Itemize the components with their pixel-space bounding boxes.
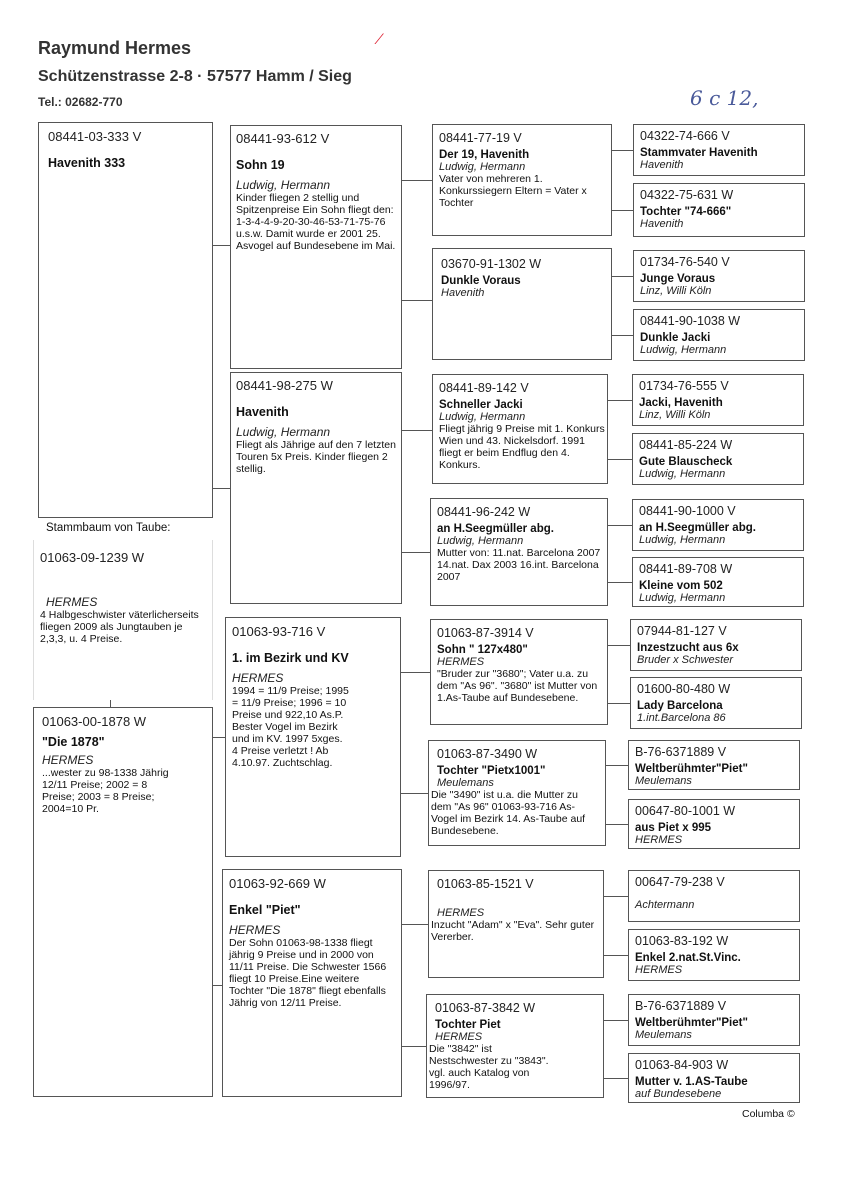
gen4-box-4: [633, 309, 805, 361]
gen4-ring: 01063-84-903 W: [635, 1058, 729, 1072]
gen4-name: Lady Barcelona: [637, 700, 723, 712]
gen4-name: Kleine vom 502: [639, 580, 723, 592]
gen4-ring: 08441-90-1038 W: [640, 314, 741, 328]
gen4-ring: 01063-83-192 W: [635, 934, 729, 948]
gen4-ring: 01734-76-540 V: [640, 255, 730, 269]
gen3-note: Die "3490" ist u.a. die Mutter zu dem "As 96" 01063-93-716 As-Vogel im Bezirk 14. As-Taube auf Bundesebene.: [431, 789, 586, 837]
gen3-name: Der 19, Havenith: [439, 149, 530, 161]
gen2-note: 1994 = 11/9 Preise; 1995 = 11/9 Preise; 1996 = 10 Preise und 922,10 As.P. Bester Vogel im Bezirk und im KV. 1997 5xges. 4 Preise verletzt ! Ab 4.10.97. Zuchtschlag.: [232, 685, 349, 769]
gen2-box-3: [225, 617, 401, 857]
connector-line: [402, 430, 432, 431]
father-box: [38, 122, 213, 518]
gen4-breeder: Ludwig, Hermann: [639, 468, 726, 480]
gen2-name: Enkel "Piet": [229, 903, 301, 917]
handwritten-note: 6 c 12,: [690, 86, 759, 110]
connector-line: [612, 210, 633, 211]
connector-line: [608, 459, 632, 460]
subject-caption: Stammbaum von Taube:: [46, 522, 171, 534]
gen3-name: Schneller Jacki: [439, 399, 523, 411]
connector-line: [608, 703, 630, 704]
gen4-name: Junge Voraus: [640, 273, 716, 285]
gen4-breeder: HERMES: [635, 834, 683, 846]
gen3-note: Inzucht "Adam" x "Eva". Sehr guter Vererber.: [431, 919, 595, 943]
gen2-ring: 01063-92-669 W: [229, 876, 326, 891]
connector-line: [402, 300, 432, 301]
gen4-ring: 00647-79-238 V: [635, 875, 725, 889]
gen2-ring: 08441-93-612 V: [236, 131, 330, 146]
gen4-ring: 04322-74-666 V: [640, 129, 730, 143]
gen2-breeder: Ludwig, Hermann: [236, 178, 331, 192]
gen2-name: Sohn 19: [236, 158, 285, 172]
gen2-name: 1. im Bezirk und KV: [232, 651, 349, 665]
mother-note: ...wester zu 98-1338 Jährig 12/11 Preise; 2002 = 8 Preise; 2003 = 8 Preise; 2004=10 Pr.: [42, 767, 169, 815]
gen3-breeder: HERMES: [435, 1031, 483, 1043]
gen3-breeder: HERMES: [437, 907, 485, 919]
gen4-ring: 08441-90-1000 V: [639, 504, 736, 518]
gen4-name: Dunkle Jacki: [640, 332, 711, 344]
gen4-box-13: [628, 870, 800, 922]
gen4-name: aus Piet x 995: [635, 822, 712, 834]
gen3-breeder: Ludwig, Hermann: [439, 411, 526, 423]
gen3-box-7: [428, 870, 604, 978]
gen2-box-2: [230, 372, 402, 604]
connector-line: [606, 765, 628, 766]
gen4-box-11: [628, 740, 800, 790]
connector-line: [402, 180, 432, 181]
gen4-box-7: [632, 499, 804, 551]
gen4-name: Stammvater Havenith: [640, 147, 758, 159]
gen3-box-1: [432, 124, 612, 236]
gen4-breeder: Ludwig, Hermann: [639, 534, 726, 546]
gen4-box-15: [628, 994, 800, 1046]
gen4-name: Inzestzucht aus 6x: [637, 642, 739, 654]
gen3-ring: 03670-91-1302 W: [441, 257, 542, 271]
gen3-ring: 01063-85-1521 V: [437, 877, 534, 891]
mother-breeder: HERMES: [42, 753, 94, 767]
gen3-note: Fliegt jährig 9 Preise mit 1. Konkurs Wien und 43. Nickelsdorf. 1991 fliegt er beim Endflug den 4. Konkurs.: [439, 423, 605, 471]
connector-line: [213, 985, 222, 986]
gen4-name: Weltberühmter"Piet": [635, 1017, 748, 1029]
mother-ring: 01063-00-1878 W: [42, 714, 147, 729]
gen3-note: "Bruder zur "3680"; Vater u.a. zu dem "As 96". "3680" ist Mutter von 1.As-Taube auf Bundesebene.: [437, 668, 598, 704]
gen4-box-5: [632, 374, 804, 426]
gen4-breeder: Ludwig, Hermann: [640, 344, 727, 356]
gen3-breeder: Ludwig, Hermann: [439, 161, 526, 173]
gen3-ring: 01063-87-3842 W: [435, 1001, 536, 1015]
gen3-name: Sohn " 127x480": [437, 644, 528, 656]
gen4-ring: 04322-75-631 W: [640, 188, 734, 202]
gen2-ring: 08441-98-275 W: [236, 378, 333, 393]
connector-line: [612, 150, 633, 151]
gen4-breeder: Meulemans: [635, 1029, 692, 1041]
gen4-box-14: [628, 929, 800, 981]
connector-line: [213, 245, 230, 246]
gen4-ring: 01734-76-555 V: [639, 379, 729, 393]
connector-line: [402, 552, 430, 553]
gen3-box-8: [426, 994, 604, 1098]
owner-phone: Tel.: 02682-770: [38, 95, 123, 109]
father-name: Havenith 333: [48, 156, 126, 170]
connector-line: [213, 488, 230, 489]
gen4-name: Enkel 2.nat.St.Vinc.: [635, 952, 741, 964]
gen4-breeder: Ludwig, Hermann: [639, 592, 726, 604]
gen3-name: Dunkle Voraus: [441, 275, 521, 287]
connector-line: [608, 525, 632, 526]
gen3-breeder: Ludwig, Hermann: [437, 535, 524, 547]
subject-box: [33, 540, 213, 700]
gen4-ring: 08441-89-708 W: [639, 562, 733, 576]
gen3-box-2: [432, 248, 612, 360]
gen4-box-2: [633, 183, 805, 237]
connector-line: [608, 400, 632, 401]
gen2-breeder: HERMES: [229, 923, 281, 937]
gen4-box-3: [633, 250, 805, 302]
pen-mark: ⁄: [378, 32, 381, 48]
gen4-name: Tochter "74-666": [640, 206, 732, 218]
gen2-note: Der Sohn 01063-98-1338 fliegt jährig 9 Preise und in 2000 von 11/11 Preise. Die Schwester 1566 fliegt 10 Preise.Eine weitere Tochter "Die 1878" fliegt ebenfalls Jährig von 12/11 Preise.: [229, 937, 387, 1009]
gen4-breeder: HERMES: [635, 964, 683, 976]
gen4-name: Jacki, Havenith: [639, 397, 723, 409]
gen4-box-1: [633, 124, 805, 176]
connector-line: [401, 672, 430, 673]
father-ring: 08441-03-333 V: [48, 129, 142, 144]
gen2-note: Kinder fliegen 2 stellig und Spitzenpreise Ein Sohn fliegt den: 1-3-4-4-9-20-30-46-53-71-75-76 u.s.w. Damit wurde er 2001 25. Asvogel auf Bundesebene im Mai.: [236, 192, 396, 252]
gen3-note: Mutter von: 11.nat. Barcelona 2007 14.nat. Dax 2003 16.int. Barcelona 2007: [437, 547, 601, 583]
owner-name: Raymund Hermes: [38, 38, 192, 58]
gen3-breeder: HERMES: [437, 656, 485, 668]
gen3-box-5: [430, 619, 608, 725]
gen4-breeder: Achtermann: [635, 899, 695, 911]
gen4-breeder: Havenith: [640, 218, 684, 230]
gen4-box-12: [628, 799, 800, 849]
gen3-box-4: [430, 498, 608, 606]
gen3-ring: 08441-77-19 V: [439, 131, 522, 145]
gen4-breeder: Linz, Willi Köln: [639, 409, 711, 421]
gen4-name: Gute Blauscheck: [639, 456, 733, 468]
gen3-breeder: Havenith: [441, 287, 485, 299]
gen2-ring: 01063-93-716 V: [232, 624, 326, 639]
gen3-ring: 08441-89-142 V: [439, 381, 529, 395]
connector-line: [213, 737, 225, 738]
gen4-breeder: 1.int.Barcelona 86: [637, 712, 726, 724]
mother-box: [33, 707, 213, 1097]
gen4-name: Weltberühmter"Piet": [635, 763, 748, 775]
subject-ring: 01063-09-1239 W: [40, 550, 145, 565]
gen4-ring: 01600-80-480 W: [637, 682, 731, 696]
gen4-breeder: Bruder x Schwester: [637, 654, 733, 666]
gen4-ring: 07944-81-127 V: [637, 624, 727, 638]
gen3-name: an H.Seegmüller abg.: [437, 523, 554, 535]
gen2-box-4: [222, 869, 402, 1097]
connector-line: [402, 1046, 426, 1047]
gen4-box-10: [630, 677, 802, 729]
gen4-breeder: Linz, Willi Köln: [640, 285, 712, 297]
connector-line: [612, 276, 633, 277]
gen3-ring: 08441-96-242 W: [437, 505, 531, 519]
brand-mark: Columba ©: [742, 1108, 795, 1120]
gen2-breeder: HERMES: [232, 671, 284, 685]
gen4-box-8: [632, 557, 804, 607]
connector-line: [604, 955, 628, 956]
gen3-breeder: Meulemans: [437, 777, 494, 789]
gen4-breeder: auf Bundesebene: [635, 1088, 722, 1100]
connector-line: [604, 1020, 628, 1021]
gen2-note: Fliegt als Jährige auf den 7 letzten Touren 5x Preis. Kinder fliegen 2 stellig.: [236, 439, 396, 475]
gen3-ring: 01063-87-3490 W: [437, 747, 538, 761]
gen3-note: Die "3842" ist Nestschwester zu "3843". vgl. auch Katalog von 1996/97.: [429, 1043, 549, 1091]
gen4-name: Mutter v. 1.AS-Taube: [635, 1076, 748, 1088]
gen4-ring: 00647-80-1001 W: [635, 804, 736, 818]
connector-line: [608, 645, 630, 646]
gen4-box-16: [628, 1053, 800, 1103]
connector-line: [608, 582, 632, 583]
connector-line: [402, 924, 428, 925]
gen4-ring: B-76-6371889 V: [635, 999, 727, 1013]
gen4-name: an H.Seegmüller abg.: [639, 522, 756, 534]
owner-address: Schützenstrasse 2-8 · 57577 Hamm / Sieg: [38, 68, 352, 85]
connector-line: [401, 793, 428, 794]
gen4-ring: 08441-85-224 W: [639, 438, 733, 452]
gen3-note: Vater von mehreren 1. Konkurssiegern Eltern = Vater x Tochter: [439, 173, 587, 209]
connector-line: [606, 824, 628, 825]
connector-line: [604, 1078, 628, 1079]
gen4-breeder: Meulemans: [635, 775, 692, 787]
gen2-name: Havenith: [236, 405, 289, 419]
gen3-box-6: [428, 740, 606, 846]
connector-line: [604, 896, 628, 897]
gen3-name: Tochter "Pietx1001": [437, 765, 546, 777]
gen3-box-3: [432, 374, 608, 484]
gen4-ring: B-76-6371889 V: [635, 745, 727, 759]
gen2-breeder: Ludwig, Hermann: [236, 425, 331, 439]
subject-note: 4 Halbgeschwister väterlicherseits fliegen 2009 als Jungtauben je 2,3,3, u. 4 Preise.: [40, 609, 199, 645]
gen2-box-1: [230, 125, 402, 369]
mother-name: "Die 1878": [42, 735, 105, 749]
gen4-box-9: [630, 619, 802, 671]
connector-line: [612, 335, 633, 336]
gen4-box-6: [632, 433, 804, 485]
gen3-ring: 01063-87-3914 V: [437, 626, 534, 640]
gen4-breeder: Havenith: [640, 159, 684, 171]
subject-breeder: HERMES: [46, 595, 98, 609]
connector-line: [110, 700, 111, 707]
gen3-name: Tochter Piet: [435, 1019, 501, 1031]
